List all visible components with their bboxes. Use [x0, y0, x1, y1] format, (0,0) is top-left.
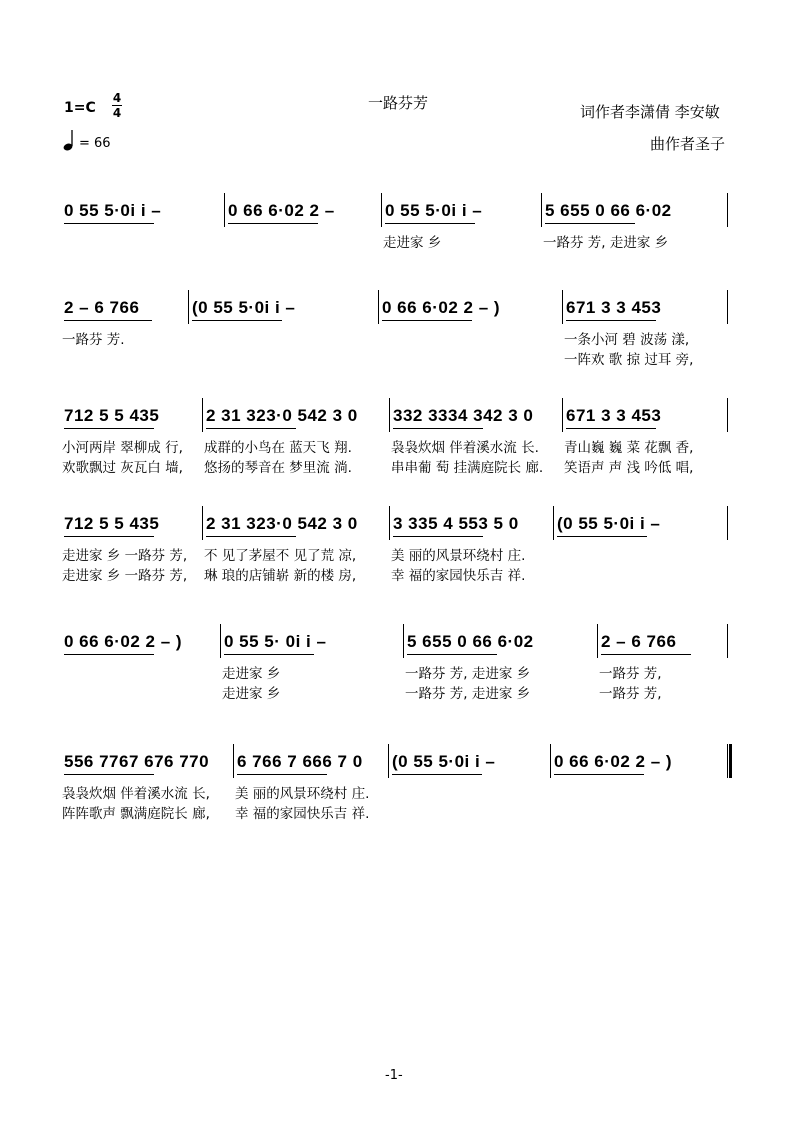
bar-line [378, 290, 379, 324]
lyric-line: 琳 琅的店铺崭 新的楼 房, [204, 568, 357, 584]
measure-notes: 3 335 4 553 5 0 [393, 514, 519, 533]
bar-line [553, 506, 554, 540]
measure-notes: 0 55 5·0i i – [64, 201, 162, 220]
beam-line [224, 654, 314, 655]
beam-line [64, 428, 154, 429]
final-barline [729, 744, 732, 778]
beam-line [601, 654, 691, 655]
beam-line [382, 320, 472, 321]
bar-line [727, 290, 728, 324]
bar-line [727, 744, 728, 778]
measure-notes: 556 7767 676 770 [64, 752, 210, 771]
lyric-line: 成群的小鸟在 蓝天飞 翔. [204, 440, 352, 456]
lyric-line: 一路芬 芳, 走进家 乡 [543, 235, 669, 251]
bar-line [727, 506, 728, 540]
measure-notes: 2 – 6 766 [601, 632, 677, 651]
beam-line [392, 774, 482, 775]
bar-line [233, 744, 234, 778]
lyric-line: 一路芬 芳. [62, 332, 125, 348]
beam-line [64, 223, 154, 224]
beam-line [192, 320, 282, 321]
beam-line [237, 774, 327, 775]
lyric-line: 袅袅炊烟 伴着溪水流 长. [391, 440, 539, 456]
lyric-line: 一路芬 芳, [599, 686, 662, 702]
measure-notes: 671 3 3 453 [566, 298, 662, 317]
measure-notes: (0 55 5·0i i – [192, 298, 296, 317]
measure-notes: (0 55 5·0i i – [392, 752, 496, 771]
lyric-line: 悠扬的琴音在 梦里流 淌. [204, 460, 352, 476]
lyric-line: 小河两岸 翠柳成 行, [62, 440, 183, 456]
measure-notes: 5 655 0 66 6·02 [407, 632, 534, 651]
bar-line [202, 506, 203, 540]
lyric-line: 走进家 乡 [222, 686, 281, 702]
beam-line [393, 536, 483, 537]
lyric-line: 走进家 乡 一路芬 芳, [62, 548, 188, 564]
lyric-line: 一路芬 芳, 走进家 乡 [405, 686, 531, 702]
bar-line [727, 398, 728, 432]
beam-line [566, 428, 656, 429]
beam-line [545, 223, 635, 224]
beam-line [393, 428, 483, 429]
lyric-line: 一阵欢 歌 掠 过耳 旁, [564, 352, 694, 368]
measure-notes: 0 66 6·02 2 – ) [64, 632, 183, 651]
lyric-line: 幸 福的家园快乐吉 祥. [235, 806, 370, 822]
lyric-line: 串串葡 萄 挂满庭院长 廊. [391, 460, 544, 476]
lyric-line: 阵阵歌声 飘满庭院长 廊, [62, 806, 210, 822]
lyric-line: 美 丽的风景环绕村 庄. [391, 548, 526, 564]
bar-line [550, 744, 551, 778]
bar-line [403, 624, 404, 658]
measure-notes: 2 – 6 766 [64, 298, 140, 317]
bar-line [188, 290, 189, 324]
measure-notes: 0 66 6·02 2 – [228, 201, 335, 220]
beam-line [64, 320, 152, 321]
measure-notes: 0 55 5· 0i i – [224, 632, 327, 651]
beam-line [557, 536, 647, 537]
measure-notes: 5 655 0 66 6·02 [545, 201, 672, 220]
measure-notes: 0 66 6·02 2 – ) [382, 298, 501, 317]
lyric-line: 一路芬 芳, 走进家 乡 [405, 666, 531, 682]
composer-credit: 曲作者圣子 [650, 135, 726, 153]
lyric-line: 笑语声 声 浅 吟低 唱, [564, 460, 694, 476]
bar-line [597, 624, 598, 658]
lyric-line: 美 丽的风景环绕村 庄. [235, 786, 370, 802]
bar-line [562, 290, 563, 324]
bar-line [202, 398, 203, 432]
beam-line [64, 536, 154, 537]
bar-line [727, 193, 728, 227]
measure-notes: 671 3 3 453 [566, 406, 662, 425]
measure-notes: 712 5 5 435 [64, 514, 160, 533]
time-signature-top: 4 [112, 91, 122, 105]
lyric-line: 走进家 乡 一路芬 芳, [62, 568, 188, 584]
beam-line [566, 320, 656, 321]
beam-line [385, 223, 475, 224]
bar-line [727, 624, 728, 658]
time-signature-bottom: 4 [112, 106, 122, 120]
lyric-line: 青山巍 巍 菜 花飘 香, [564, 440, 694, 456]
bar-line [224, 193, 225, 227]
lyric-line: 袅袅炊烟 伴着溪水流 长, [62, 786, 210, 802]
measure-notes: (0 55 5·0i i – [557, 514, 661, 533]
beam-line [206, 428, 296, 429]
beam-line [407, 654, 497, 655]
lyricist-credit: 词作者李潇倩 李安敏 [580, 103, 720, 121]
beam-line [64, 774, 154, 775]
measure-notes: 712 5 5 435 [64, 406, 160, 425]
bar-line [220, 624, 221, 658]
lyric-line: 欢歌飘过 灰瓦白 墙, [62, 460, 183, 476]
bar-line [389, 506, 390, 540]
beam-line [64, 654, 154, 655]
measure-notes: 332 3334 342 3 0 [393, 406, 534, 425]
beam-line [228, 223, 318, 224]
lyric-line: 幸 福的家园快乐吉 祥. [391, 568, 526, 584]
beam-line [554, 774, 644, 775]
bar-line [541, 193, 542, 227]
tempo-marking: = 66 [79, 136, 111, 151]
lyric-line: 一路芬 芳, [599, 666, 662, 682]
lyric-line: 不 见了茅屋不 见了荒 凉, [204, 548, 357, 564]
time-signature [111, 92, 123, 119]
measure-notes: 2 31 323·0 542 3 0 [206, 514, 358, 533]
lyric-line: 走进家 乡 [222, 666, 281, 682]
page-number: -1- [385, 1068, 403, 1083]
key-signature: 1=C [64, 100, 96, 116]
lyric-line: 一条小河 碧 波荡 漾, [564, 332, 690, 348]
measure-notes: 2 31 323·0 542 3 0 [206, 406, 358, 425]
lyric-line: 走进家 乡 [383, 235, 442, 251]
bar-line [562, 398, 563, 432]
beam-line [206, 536, 296, 537]
bar-line [389, 398, 390, 432]
measure-notes: 0 55 5·0i i – [385, 201, 483, 220]
measure-notes: 6 766 7 666 7 0 [237, 752, 363, 771]
bar-line [381, 193, 382, 227]
song-title: 一路芬芳 [368, 94, 429, 112]
measure-notes: 0 66 6·02 2 – ) [554, 752, 673, 771]
bar-line [388, 744, 389, 778]
quarter-note-icon [63, 128, 77, 152]
